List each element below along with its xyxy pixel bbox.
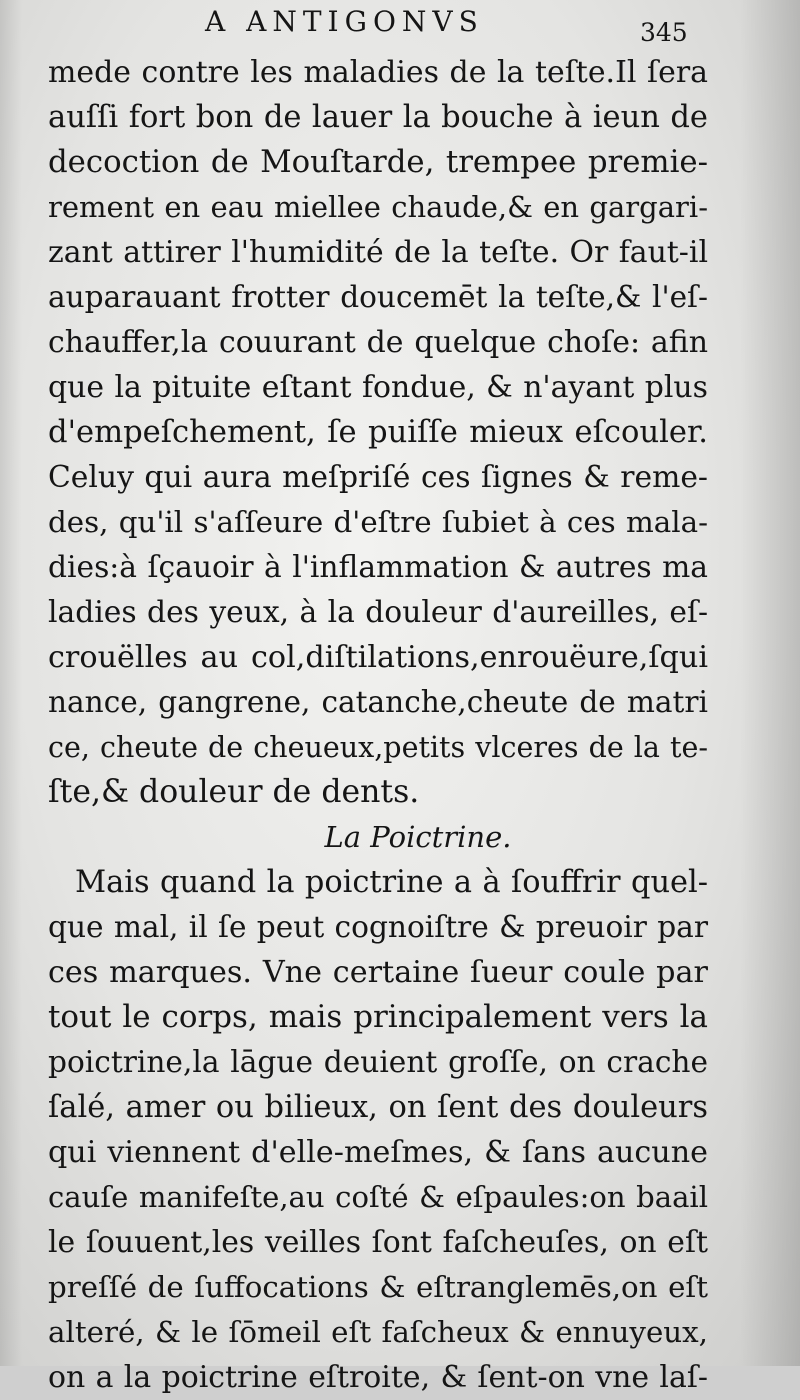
text-line: chauffer,la couurant de quelque choſe: afin: [48, 325, 708, 360]
text-line: auſſi fort bon de lauer la bouche à ieun de: [48, 100, 708, 135]
running-title: A ANTIGONVS: [205, 5, 484, 38]
text-line-last: ſte,& douleur de dents.: [48, 774, 420, 810]
text-line: nance, gangrene, catanche,cheute de matri: [48, 685, 708, 719]
text-line: mede contre les maladies de la teſte.Il ſera: [48, 55, 708, 90]
section-line: le ſouuent,les veilles ſont faſcheuſes, on eſt: [48, 1225, 708, 1260]
text-line: zant attirer l'humidité de la teſte. Or faut-il: [48, 235, 708, 270]
text-block: [48, 50, 708, 1400]
section-line: preſſé de ſuffocations & eſtranglemēs,on eſt: [48, 1270, 708, 1304]
section-line: cauſe manifeſte,au coſté & eſpaules:on baail: [48, 1180, 708, 1214]
page-number: 345: [640, 18, 688, 47]
section-line: alteré, & le ſōmeil eſt faſcheux & ennuyeux,: [48, 1315, 708, 1349]
text-line: des, qu'il s'aſſeure d'eſtre ſubiet à ces mala-: [48, 505, 708, 539]
text-line: que la pituite eſtant fondue, & n'ayant plus: [48, 370, 708, 405]
section-line: ſalé, amer ou bilieux, on ſent des douleurs: [48, 1090, 708, 1125]
section-line: ces marques. Vne certaine ſueur coule par: [48, 955, 708, 990]
text-line: rement en eau miellee chaude,& en gargari-: [48, 190, 708, 224]
text-line: decoction de Mouſtarde, trempee premie-: [48, 144, 708, 180]
section-heading: La Poictrine.: [324, 820, 512, 854]
section-line: Mais quand la poictrine a à ſouffrir quel-: [75, 865, 708, 900]
section-line: qui viennent d'elle-meſmes, & ſans aucune: [48, 1135, 708, 1170]
section-line: poictrine,la lāgue deuient groſſe, on crache: [48, 1045, 708, 1079]
page-edge-shadow-right: [740, 0, 800, 1366]
section-line: on a la poictrine eſtroite, & ſent-on vne laſ-: [48, 1360, 708, 1395]
page-edge-shadow-left: [0, 0, 22, 1366]
text-line: ladies des yeux, à la douleur d'aureilles, eſ-: [48, 595, 708, 630]
text-line: auparauant frotter doucemēt la teſte,& l'eſ-: [48, 280, 708, 314]
text-line: crouëlles au col,diſtilations,enrouëure,ſqui: [48, 640, 708, 675]
text-line: ce, cheute de cheueux,petits vlceres de la te-: [48, 731, 708, 764]
text-line: dies:à ſçauoir à l'inflammation & autres ma: [48, 550, 708, 585]
section-line: que mal, il ſe peut cognoiſtre & preuoir par: [48, 910, 708, 944]
text-line: Celuy qui aura meſpriſé ces ſignes & reme-: [48, 460, 708, 495]
running-head: [0, 0, 800, 50]
text-line: d'empeſchement, ſe puiſſe mieux eſcouler.: [48, 415, 708, 450]
section-line: tout le corps, mais principalement vers la: [48, 999, 708, 1035]
